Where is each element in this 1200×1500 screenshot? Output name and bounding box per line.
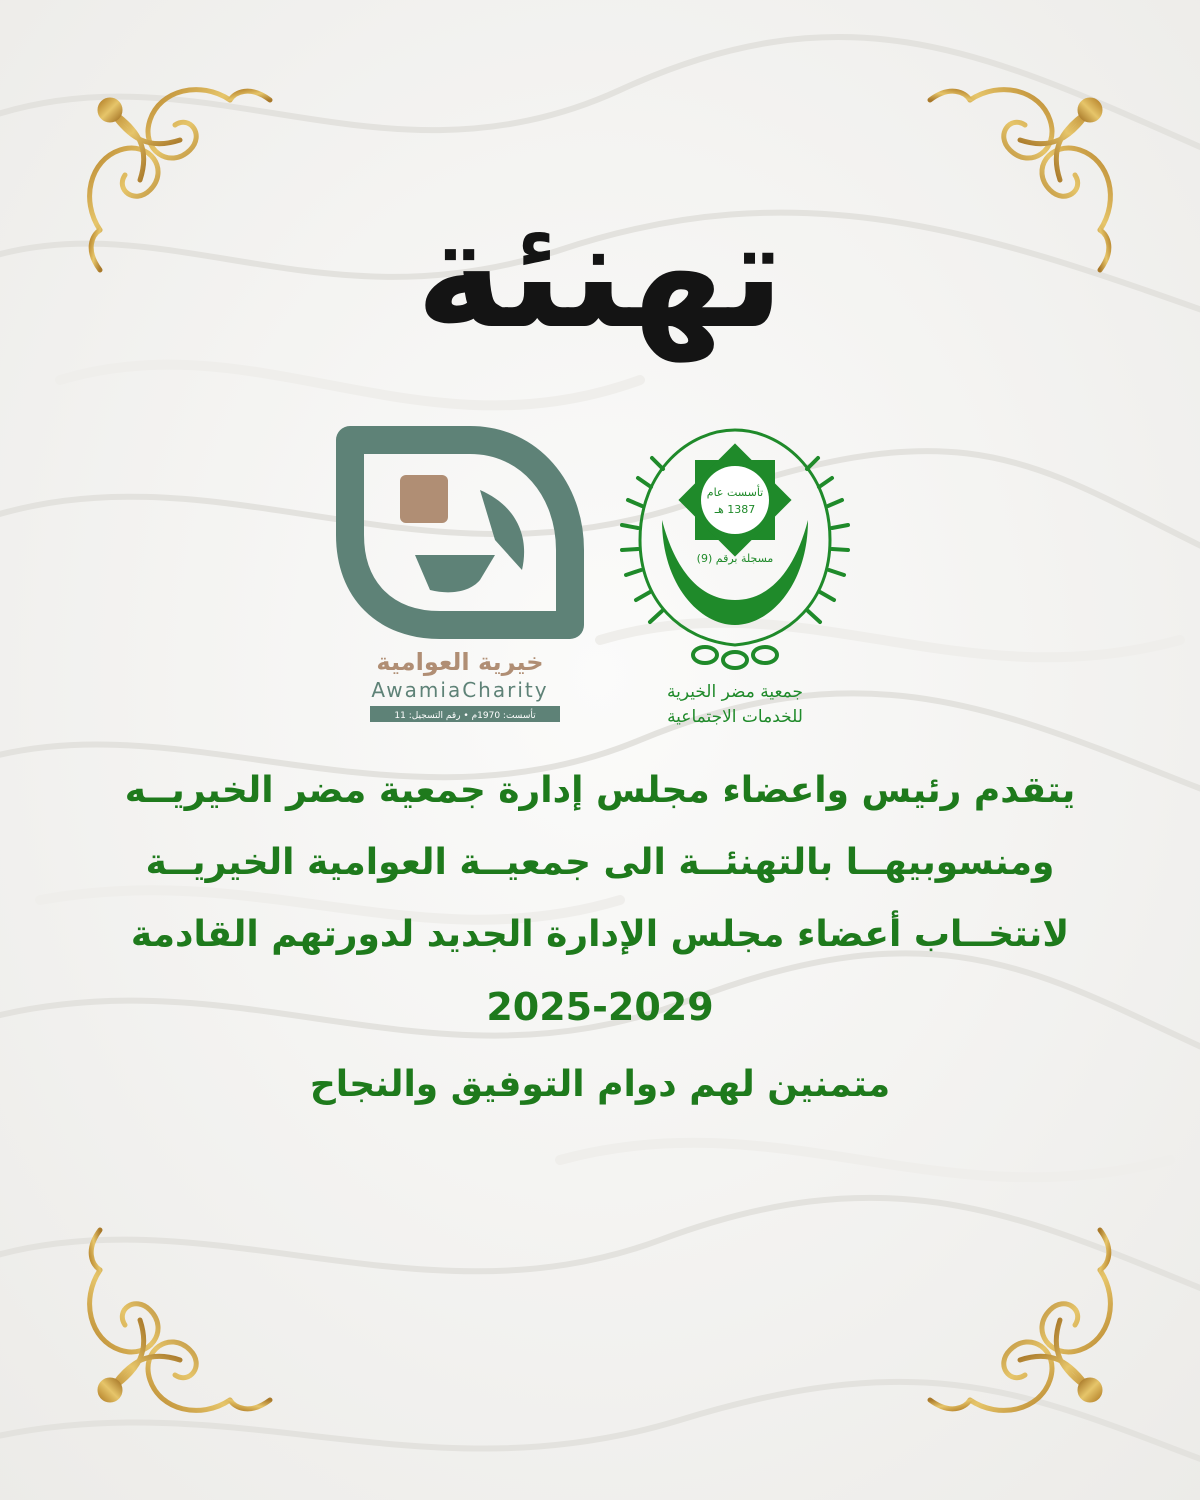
corner-ornament-bottom-right (870, 1170, 1110, 1410)
message-years: 2025-2029 (486, 985, 714, 1029)
awamia-name-en: AwamiaCharity (371, 678, 549, 702)
mudhar-caption-line1: جمعية مضر الخيرية (666, 682, 804, 702)
awamia-name-ar: خيرية العوامية (376, 648, 544, 676)
corner-ornament-bottom-left (90, 1170, 330, 1410)
page-title: تهنئة (415, 188, 785, 362)
message-closing: متمنين لهم دوام التوفيق والنجاح (309, 1064, 891, 1105)
message-line-3: لانتخــاب أعضاء مجلس الإدارة الجديد لدورتهم القادمة (130, 914, 1070, 955)
awamia-charity-logo (330, 420, 590, 730)
awamia-footer: تأسست: 1970م • رقم التسجيل: 11 (394, 711, 536, 721)
mudhar-caption-line2: للخدمات الاجتماعية (667, 707, 803, 727)
mudhar-charity-seal (600, 410, 870, 730)
corner-ornament-top-right (870, 90, 1110, 330)
message-line-1: يتقدم رئيس واعضاء مجلس إدارة جمعية مضر الخيريــه (124, 770, 1076, 811)
corner-ornament-top-left (90, 90, 330, 330)
congratulation-message (110, 755, 1090, 1121)
seal-year: 1387 هـ (714, 503, 756, 516)
seal-registration: مسجلة برقم (9) (696, 552, 774, 565)
message-line-2: ومنسوبيهــا بالتهنئــة الى جمعيــة العوامية الخيريــة (145, 842, 1055, 883)
awamia-leaf-icon (350, 440, 570, 625)
seal-founded-label: تأسست عام (706, 486, 764, 499)
